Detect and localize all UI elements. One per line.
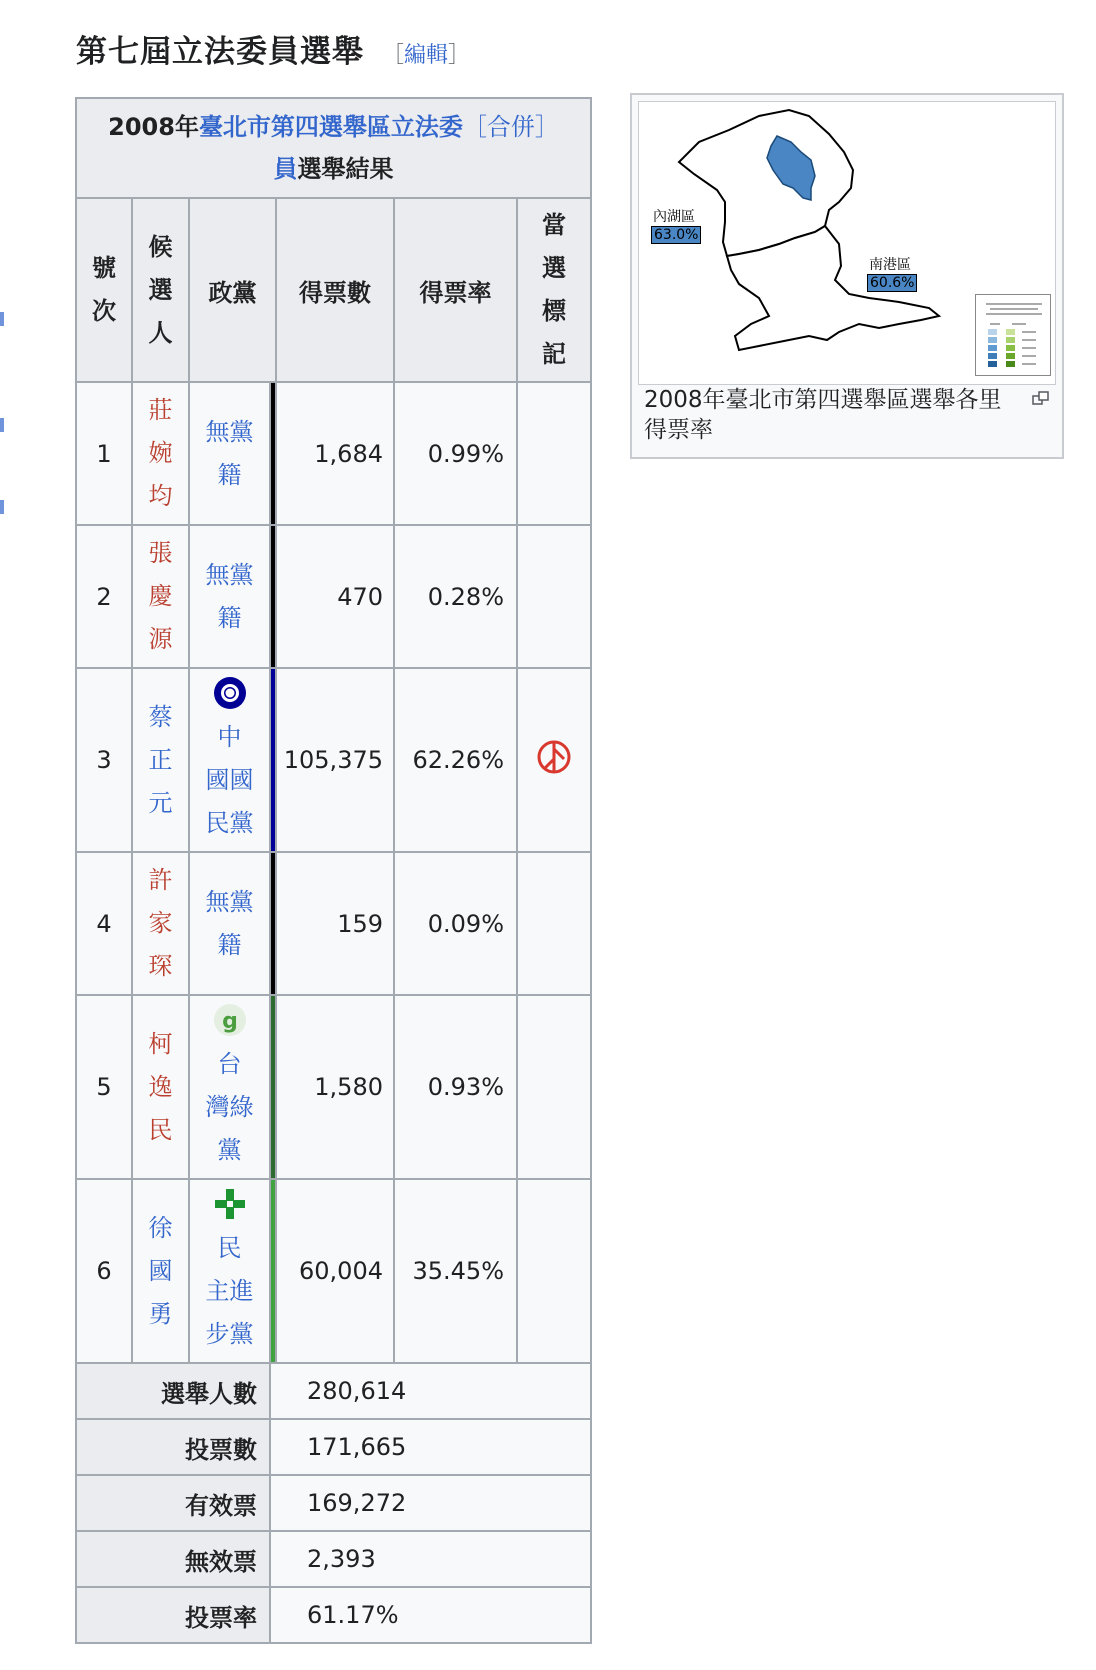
- candidate-name[interactable]: 莊 婉 均: [132, 382, 189, 525]
- elected-cell: [517, 995, 591, 1179]
- header-candidate: 候 選 人: [132, 198, 189, 382]
- vote-count: 159: [276, 852, 394, 995]
- candidate-name[interactable]: 許 家 琛: [132, 852, 189, 995]
- summary-row: [76, 1363, 591, 1419]
- section-heading: [76, 26, 470, 70]
- map-caption: 2008年臺北市第四選舉區選舉各里得票率: [644, 387, 1002, 443]
- summary-label: 有效票: [76, 1475, 270, 1531]
- elected-cell: [517, 668, 591, 852]
- summary-row: [76, 1531, 591, 1587]
- party-cell[interactable]: 民 主進 步黨: [189, 1179, 270, 1363]
- candidate-name[interactable]: 蔡 正 元: [132, 668, 189, 852]
- nangang-label: 南港區: [869, 257, 911, 273]
- party-cell[interactable]: 無黨 籍: [189, 382, 270, 525]
- party-cell[interactable]: 無黨 籍: [189, 852, 270, 995]
- vote-count: 1,684: [276, 382, 394, 525]
- magnify-icon[interactable]: [1032, 389, 1050, 410]
- summary-value: 2,393: [270, 1531, 591, 1587]
- vote-count: 105,375: [276, 668, 394, 852]
- candidate-number: 6: [76, 1179, 132, 1363]
- vote-rate: 62.26%: [394, 668, 517, 852]
- table-row: [76, 1179, 591, 1363]
- candidate-name[interactable]: 柯 逸 民: [132, 995, 189, 1179]
- edge-link-mark: [0, 312, 4, 326]
- section-title: 第七屆立法委員選舉: [76, 34, 364, 70]
- header-number: 號 次: [76, 198, 132, 382]
- header-party: 政黨: [189, 198, 276, 382]
- elected-mark-icon: [536, 739, 572, 775]
- district-map[interactable]: [638, 101, 1056, 385]
- header-elected: 當 選 標 記: [517, 198, 591, 382]
- summary-value: 171,665: [270, 1419, 591, 1475]
- vote-count: 470: [276, 525, 394, 668]
- summary-value: 280,614: [270, 1363, 591, 1419]
- table-row: [76, 668, 591, 852]
- election-results-table: [75, 97, 592, 1644]
- summary-rows: [76, 1363, 591, 1643]
- party-cell[interactable]: 無黨 籍: [189, 525, 270, 668]
- elected-cell: [517, 852, 591, 995]
- summary-label: 投票數: [76, 1419, 270, 1475]
- kmt-emblem-icon: [213, 676, 247, 710]
- candidate-name[interactable]: 張 慶 源: [132, 525, 189, 668]
- summary-value: 169,272: [270, 1475, 591, 1531]
- elected-cell: [517, 525, 591, 668]
- party-cell[interactable]: g 台 灣綠 黨: [189, 995, 270, 1179]
- elected-cell: [517, 1179, 591, 1363]
- vote-rate: 0.09%: [394, 852, 517, 995]
- table-row: [76, 525, 591, 668]
- summary-label: 選舉人數: [76, 1363, 270, 1419]
- header-votes: 得票數: [276, 198, 394, 382]
- edit-link[interactable]: 編輯: [404, 43, 449, 68]
- nangang-percent: 60.6%: [867, 274, 917, 292]
- table-caption: 2008年臺北市第四選舉區立法委［合併］ 員選舉結果: [76, 98, 591, 198]
- map-legend: [975, 294, 1051, 376]
- neihu-label: 內湖區: [653, 209, 695, 225]
- candidate-number: 1: [76, 382, 132, 525]
- party-cell[interactable]: 中 國國 民黨: [189, 668, 270, 852]
- green-party-icon: [213, 1003, 247, 1037]
- caption-district-link[interactable]: 臺北市第四選舉區立法委: [198, 113, 463, 141]
- table-row: [76, 852, 591, 995]
- dpp-emblem-icon: [213, 1187, 247, 1221]
- vote-count: 1,580: [276, 995, 394, 1179]
- header-rate: 得票率: [394, 198, 517, 382]
- vote-rate: 0.28%: [394, 525, 517, 668]
- edge-link-mark: [0, 418, 4, 432]
- map-thumbnail[interactable]: [630, 93, 1064, 459]
- caption-district-link-2[interactable]: 員: [273, 155, 298, 183]
- neihu-percent: 63.0%: [651, 226, 701, 244]
- summary-label: 無效票: [76, 1531, 270, 1587]
- summary-label: 投票率: [76, 1587, 270, 1643]
- elected-cell: [517, 382, 591, 525]
- candidate-number: 3: [76, 668, 132, 852]
- candidate-rows: [76, 382, 591, 1363]
- vote-rate: 0.93%: [394, 995, 517, 1179]
- candidate-number: 2: [76, 525, 132, 668]
- summary-row: [76, 1475, 591, 1531]
- edit-section: ［編輯］: [382, 43, 471, 68]
- summary-value: 61.17%: [270, 1587, 591, 1643]
- vote-count: 60,004: [276, 1179, 394, 1363]
- svg-text:g: g: [221, 1008, 238, 1034]
- candidate-number: 5: [76, 995, 132, 1179]
- merge-tag-link[interactable]: ［合併］: [462, 113, 559, 141]
- vote-rate: 0.99%: [394, 382, 517, 525]
- table-row: [76, 382, 591, 525]
- summary-row: [76, 1419, 591, 1475]
- edge-link-mark: [0, 500, 4, 514]
- vote-rate: 35.45%: [394, 1179, 517, 1363]
- summary-row: [76, 1587, 591, 1643]
- table-row: [76, 995, 591, 1179]
- candidate-number: 4: [76, 852, 132, 995]
- candidate-name[interactable]: 徐 國 勇: [132, 1179, 189, 1363]
